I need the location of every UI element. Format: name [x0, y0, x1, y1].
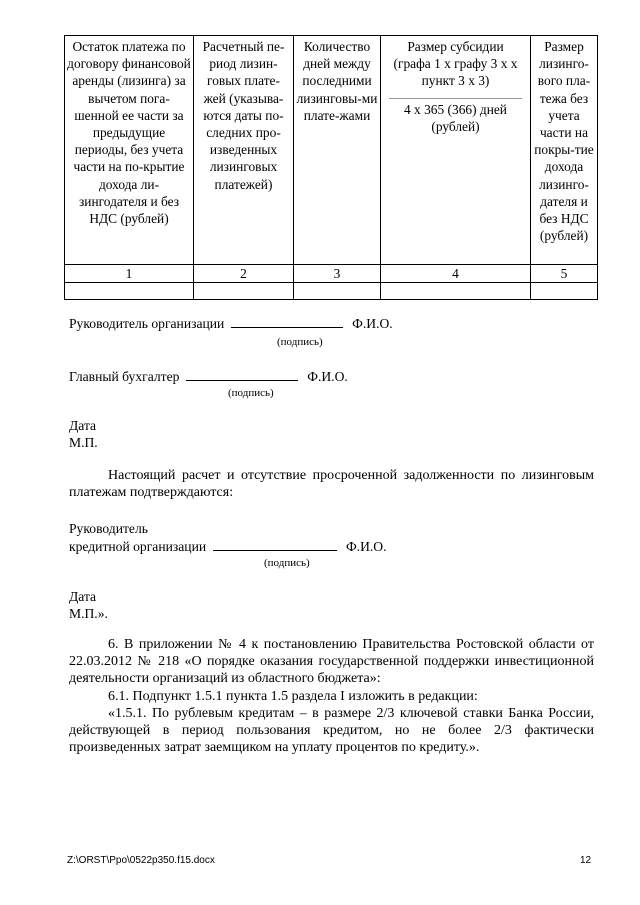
header-cell-days-between	[294, 36, 381, 265]
stamp-label-end: М.П.».	[69, 606, 108, 621]
signature-field	[186, 368, 298, 381]
table-number-row	[65, 265, 598, 283]
table-cell	[294, 283, 381, 300]
paragraph-1-5-1: «1.5.1. По рублевым кредитам – в размере 2/3 ключевой ставки Банка России, действующей в период пользования кредитом, но не более 2/3 фактически произведенных затрат заемщиком на уплату процентов по кредиту.».	[69, 706, 594, 755]
date-label: Дата	[69, 418, 97, 433]
table-cell	[381, 283, 531, 300]
head-signature-line	[69, 315, 393, 332]
header-text: Остаток платежа по договору финансовой аренды (лизинга) за вычетом пога-шенной ее части за предыдущие периоды, без учета части на по-крытие дохода ли-зингодателя и без НДС (рублей)	[67, 39, 191, 227]
date-label: Дата	[69, 589, 97, 604]
confirmation-text: Настоящий расчет и отсутствие просроченной задолженности по лизинговым платежам подтверждаются:	[69, 468, 594, 500]
column-number: 4	[381, 265, 531, 283]
header-cell-lease-balance	[65, 36, 194, 265]
paragraph-6: 6. В приложении № 4 к постановлению Правительства Ростовской области от 22.03.2012 № 218 «О порядке оказания государственной поддержки инвестиционной деятельности организаций из областного бюджета»:	[69, 637, 594, 686]
signature-caption: (подпись)	[277, 336, 323, 348]
column-number: 3	[294, 265, 381, 283]
fio-label: Ф.И.О.	[345, 539, 387, 554]
footer-file-path: Z:\ORST\Ppo\0522p350.f15.docx	[67, 855, 215, 866]
head-label: Руководитель организации	[69, 316, 225, 331]
column-number: 5	[531, 265, 598, 283]
fio-label: Ф.И.О.	[352, 316, 393, 331]
column-number: 2	[194, 265, 294, 283]
paragraph-6-1: 6.1. Подпункт 1.5.1 пункта 1.5 раздела I изложить в редакции:	[108, 689, 478, 704]
accountant-label: Главный бухгалтер	[69, 369, 180, 384]
signature-field	[213, 538, 337, 551]
signature-field	[231, 315, 343, 328]
fraction-divider	[389, 98, 522, 99]
bank-head-label: Руководитель	[69, 521, 148, 536]
stamp-label: М.П.	[69, 435, 98, 450]
subsidy-formula-numerator: Размер субсидии (графа 1 x графу 3 x x пункт 3 x 3)	[393, 39, 518, 89]
header-cell-subsidy-size	[381, 36, 531, 265]
header-text: Количество дней между последними лизинговы-ми плате-жами	[296, 39, 378, 123]
accountant-signature-line	[69, 368, 348, 385]
bank-signature-line	[69, 538, 387, 555]
signature-caption: (подпись)	[264, 557, 310, 569]
table-cell	[194, 283, 294, 300]
fio-label: Ф.И.О.	[307, 369, 348, 384]
header-text: Размер лизинго-вого пла-тежа без учета части на покры-тие дохода лизинго-дателя и без НДС (рублей)	[534, 39, 594, 244]
bank-org-label: кредитной организации	[69, 539, 207, 554]
table-header-row	[65, 36, 598, 265]
table-cell	[531, 283, 598, 300]
header-cell-settlement-period	[194, 36, 294, 265]
header-text: Расчетный пе-риод лизин-говых плате-жей (указыва-ются даты по-следних про-изведенных лизинговых платежей)	[202, 39, 285, 192]
signature-caption: (подпись)	[228, 387, 274, 399]
header-cell-lease-payment	[531, 36, 598, 265]
table-cell	[65, 283, 194, 300]
subsidy-formula-denominator: 4 x 365 (366) дней (рублей)	[404, 101, 507, 134]
column-number: 1	[65, 265, 194, 283]
table-empty-row	[65, 283, 598, 300]
subsidy-calculation-table	[64, 35, 598, 300]
page-number: 12	[580, 855, 592, 866]
